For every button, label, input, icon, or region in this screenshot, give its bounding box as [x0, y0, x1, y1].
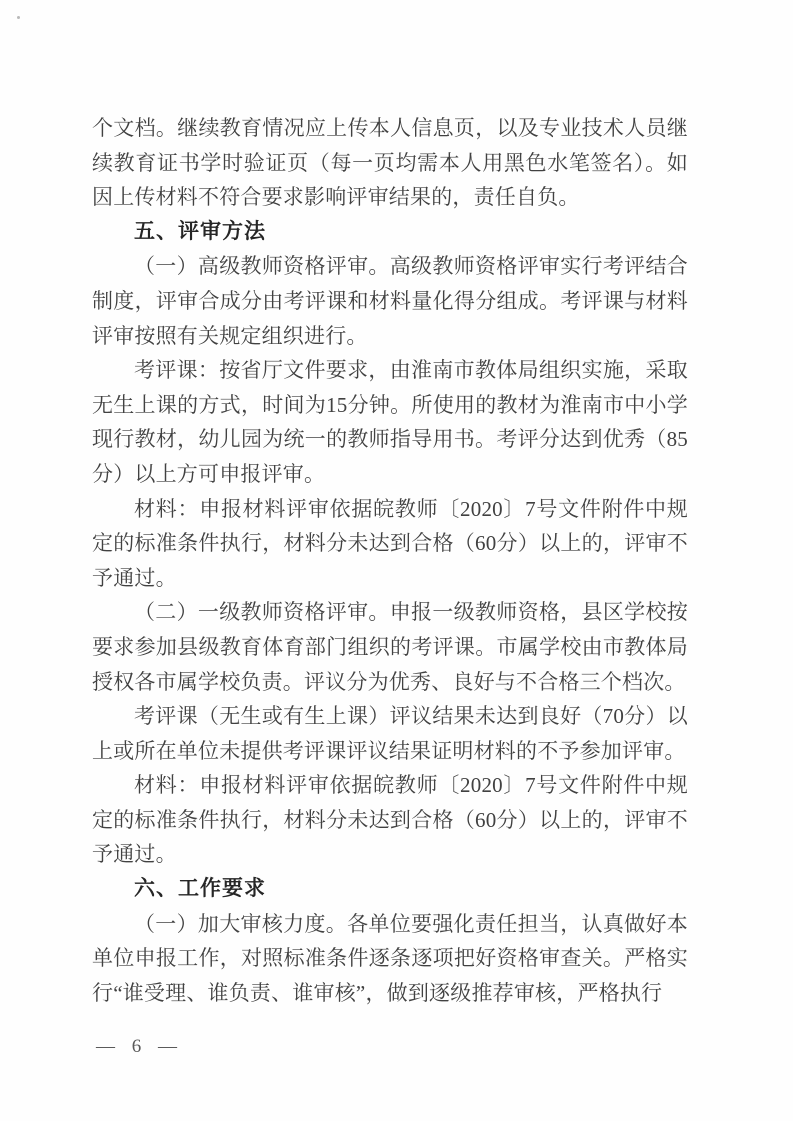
paragraph-senior-teacher-evaluation: （一）高级教师资格评审。高级教师资格评审实行考评结合制度，评审合成分由考评课和材料量化得分组成。考评课与材料评审按照有关规定组织进行。 [92, 254, 688, 348]
section-heading-evaluation-methods: 五、评审方法 [134, 219, 266, 243]
paragraph-strengthen-review: （一）加大审核力度。各单位要强化责任担当，认真做好本单位申报工作，对照标准条件逐条逐项把好资格审查关。严格实行“谁受理、谁负责、谁审核”，做到逐级推荐审核，严格执行 [92, 911, 688, 1005]
section-heading-work-requirements: 六、工作要求 [134, 877, 266, 901]
document-body [92, 111, 688, 1010]
paragraph-materials-first-level: 材料：申报材料评审依据皖教师〔2020〕7号文件附件中规定的标准条件执行，材料分未达到合格（60分）以上的，评审不予通过。 [92, 773, 688, 867]
paragraph-upload-requirements-continued: 个文档。继续教育情况应上传本人信息页，以及专业技术人员继续教育证书学时验证页（每一页均需本人用黑色水笔签名）。如因上传材料不符合要求影响评审结果的，责任自负。 [92, 116, 688, 210]
scan-artifact-dot [17, 16, 20, 19]
paragraph-first-level-teacher-evaluation: （二）一级教师资格评审。申报一级教师资格，县区学校按要求参加县级教育体育部门组织的考评课。市属学校由市教体局授权各市属学校负责。评议分为优秀、良好与不合格三个档次。 [92, 600, 688, 694]
page-number-footer: — 6 — [96, 1036, 183, 1057]
paragraph-evaluation-lesson-first-level: 考评课（无生或有生上课）评议结果未达到良好（70分）以上或所在单位未提供考评课评议结果证明材料的不予参加评审。 [92, 704, 688, 763]
paragraph-evaluation-lesson-senior: 考评课：按省厅文件要求，由淮南市教体局组织实施，采取无生上课的方式，时间为15分钟。所使用的教材为淮南市中小学现行教材，幼儿园为统一的教师指导用书。考评分达到优秀（85分）以上方可申报评审。 [92, 358, 688, 486]
paragraph-materials-senior: 材料：申报材料评审依据皖教师〔2020〕7号文件附件中规定的标准条件执行，材料分未达到合格（60分）以上的，评审不予通过。 [92, 496, 688, 590]
